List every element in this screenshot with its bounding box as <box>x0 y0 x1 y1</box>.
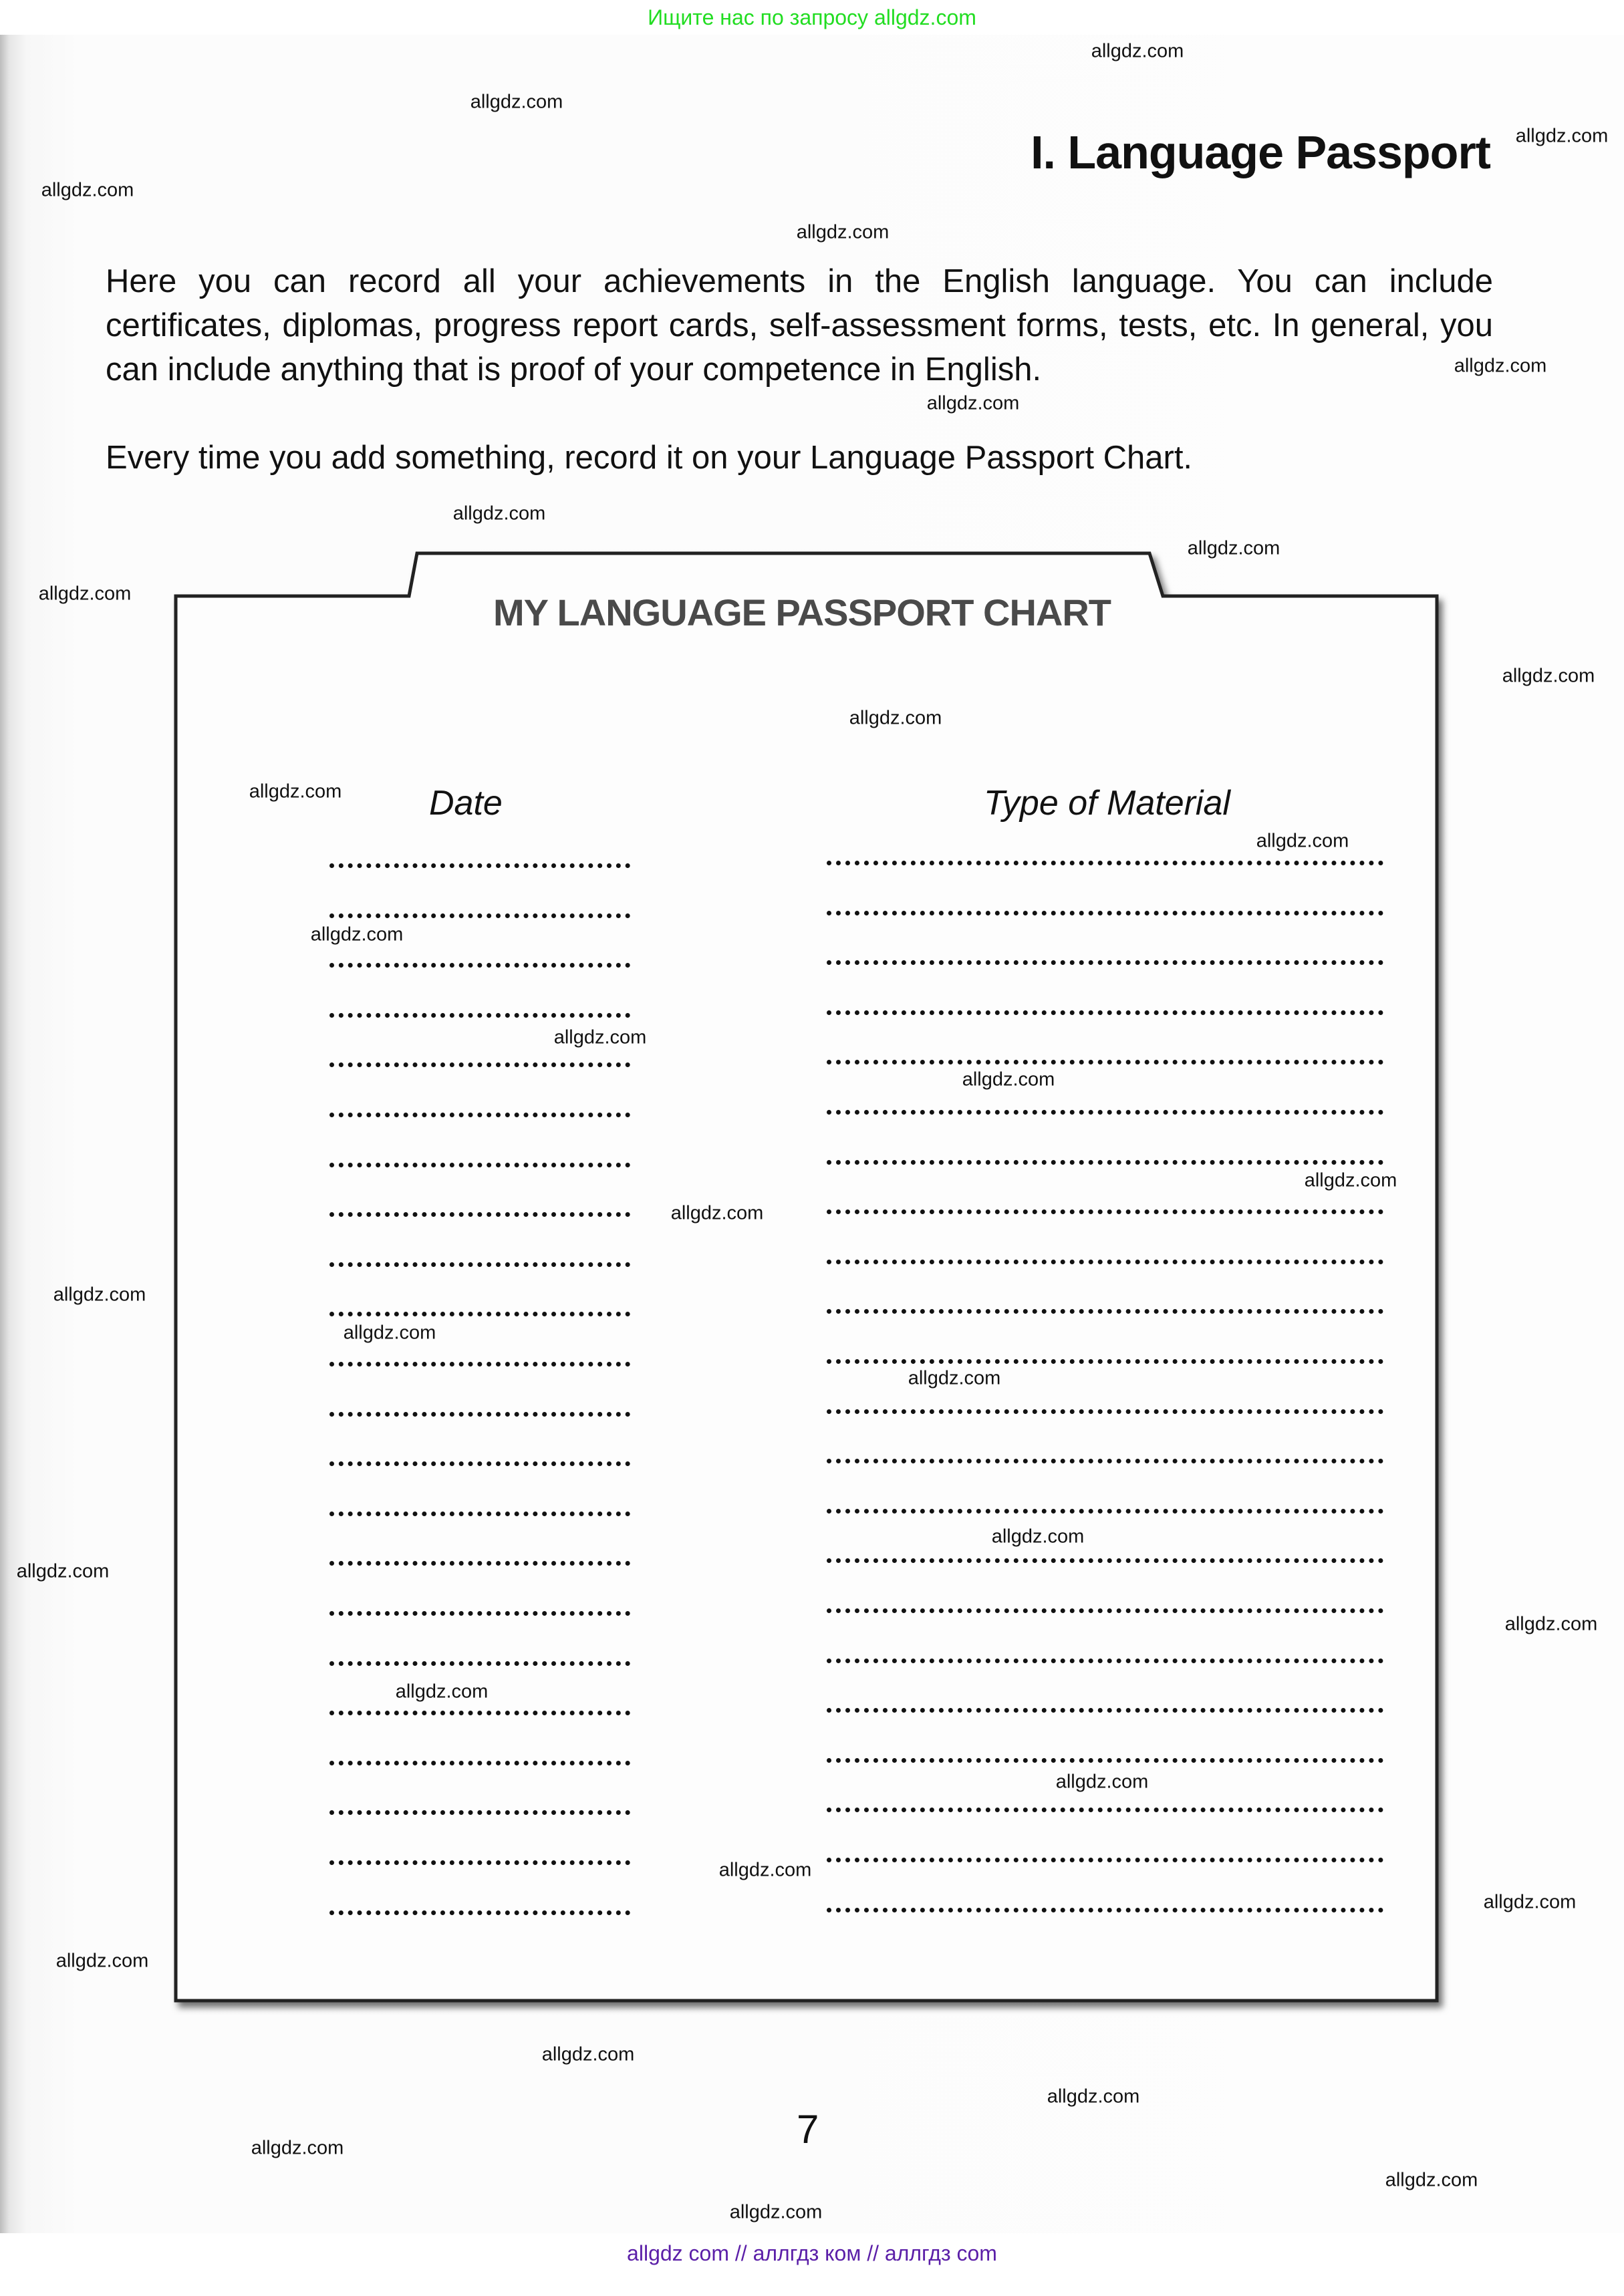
watermark-text: allgdz.com <box>53 1284 146 1306</box>
material-entry-line[interactable] <box>827 1260 1383 1264</box>
watermark-text: allgdz.com <box>1055 1771 1149 1793</box>
watermark-text: allgdz.com <box>38 583 132 605</box>
date-entry-line[interactable] <box>329 1761 630 1765</box>
watermark-text: allgdz.com <box>1454 355 1547 377</box>
date-entry-line[interactable] <box>329 1611 630 1616</box>
material-entry-line[interactable] <box>827 1509 1383 1514</box>
date-entry-line[interactable] <box>329 1810 630 1815</box>
watermark-text: allgdz.com <box>343 1322 436 1344</box>
watermark-text: allgdz.com <box>1502 665 1595 687</box>
watermark-text: allgdz.com <box>1304 1169 1397 1191</box>
watermark-text: allgdz.com <box>395 1681 489 1703</box>
page-number: 7 <box>797 2107 819 2152</box>
material-entry-line[interactable] <box>827 1608 1383 1613</box>
watermark-text: allgdz.com <box>1187 537 1280 559</box>
material-entry-line[interactable] <box>827 861 1383 865</box>
banner-text: Ищите нас по запросу allgdz.com <box>648 5 976 29</box>
watermark-text: allgdz.com <box>1091 40 1184 62</box>
chart-heading: MY LANGUAGE PASSPORT CHART <box>493 591 1111 633</box>
material-entry-line[interactable] <box>827 1858 1383 1862</box>
date-entry-line[interactable] <box>329 963 630 968</box>
material-entry-line[interactable] <box>827 1808 1383 1812</box>
date-entry-line[interactable] <box>329 1362 630 1367</box>
watermark-text: allgdz.com <box>718 1859 812 1881</box>
watermark-text: allgdz.com <box>55 1950 149 1972</box>
material-entry-line[interactable] <box>827 1060 1383 1064</box>
material-entry-line[interactable] <box>827 1908 1383 1912</box>
date-entry-line[interactable] <box>329 863 630 868</box>
watermark-text: allgdz.com <box>1504 1613 1598 1635</box>
date-entry-line[interactable] <box>329 1163 630 1167</box>
material-entry-line[interactable] <box>827 1459 1383 1463</box>
material-entry-line[interactable] <box>827 911 1383 915</box>
watermark-text: allgdz.com <box>452 503 546 525</box>
material-entry-line[interactable] <box>827 1160 1383 1165</box>
watermark-text: allgdz.com <box>1483 1891 1577 1913</box>
date-entry-line[interactable] <box>329 1661 630 1666</box>
watermark-text: allgdz.com <box>470 91 563 113</box>
date-entry-line[interactable] <box>329 1212 630 1217</box>
date-entry-line[interactable] <box>329 1062 630 1067</box>
date-entry-line[interactable] <box>329 1711 630 1715</box>
date-entry-line[interactable] <box>329 1860 630 1865</box>
watermark-text: allgdz.com <box>991 1526 1085 1548</box>
watermark-text: allgdz.com <box>1385 2169 1478 2191</box>
material-entry-line[interactable] <box>827 960 1383 965</box>
footer-banner <box>0 2233 1624 2296</box>
material-entry-line[interactable] <box>827 1558 1383 1563</box>
watermark-text: allgdz.com <box>553 1026 647 1048</box>
watermark-text: allgdz.com <box>1515 125 1609 147</box>
date-entry-line[interactable] <box>329 1561 630 1566</box>
date-entry-line[interactable] <box>329 1412 630 1417</box>
watermark-text: allgdz.com <box>849 707 942 729</box>
watermark-text: allgdz.com <box>796 221 890 243</box>
watermark-text: allgdz.com <box>41 179 134 201</box>
intro-paragraph-1: Here you can record all your achievements in the English language. You can include certificates, diplomas, progress report cards, self-assessment forms, tests, etc. In general, you can include anything that is proof of your competence in English. <box>106 263 1493 388</box>
watermark-text: allgdz.com <box>908 1367 1001 1389</box>
watermark-text: allgdz.com <box>16 1560 110 1582</box>
date-entry-line[interactable] <box>329 913 630 918</box>
column-header-type-of-material: Type of Material <box>984 784 1230 823</box>
watermark-text: allgdz.com <box>729 2201 823 2223</box>
date-entry-line[interactable] <box>329 1461 630 1466</box>
watermark-text: allgdz.com <box>1256 830 1349 852</box>
date-entry-line[interactable] <box>329 1262 630 1267</box>
date-entry-line[interactable] <box>329 1113 630 1117</box>
material-entry-line[interactable] <box>827 1708 1383 1713</box>
footer-text: allgdz com // аллгдз ком // аллгдз com <box>627 2241 997 2265</box>
watermark-text: allgdz.com <box>541 2043 635 2065</box>
material-entry-line[interactable] <box>827 1110 1383 1115</box>
material-entry-line[interactable] <box>827 1010 1383 1015</box>
watermark-text: allgdz.com <box>249 780 342 803</box>
watermark-text: allgdz.com <box>1047 2086 1140 2108</box>
date-entry-line[interactable] <box>329 1910 630 1915</box>
material-entry-line[interactable] <box>827 1758 1383 1763</box>
watermark-text: allgdz.com <box>251 2137 344 2159</box>
material-entry-line[interactable] <box>827 1209 1383 1214</box>
watermark-text: allgdz.com <box>926 392 1020 414</box>
watermark-text: allgdz.com <box>670 1202 764 1224</box>
watermark-text: allgdz.com <box>310 923 404 946</box>
date-entry-line[interactable] <box>329 1512 630 1516</box>
intro-paragraph-2: Every time you add something, record it on your Language Passport Chart. <box>106 440 1193 476</box>
material-entry-line[interactable] <box>827 1309 1383 1314</box>
material-entry-line[interactable] <box>827 1659 1383 1663</box>
date-entry-line[interactable] <box>329 1013 630 1018</box>
material-entry-line[interactable] <box>827 1359 1383 1364</box>
material-entry-line[interactable] <box>827 1409 1383 1414</box>
watermark-text: allgdz.com <box>962 1068 1055 1091</box>
date-entry-line[interactable] <box>329 1312 630 1316</box>
page-title: I. Language Passport <box>1031 126 1490 178</box>
column-header-date: Date <box>429 784 503 823</box>
